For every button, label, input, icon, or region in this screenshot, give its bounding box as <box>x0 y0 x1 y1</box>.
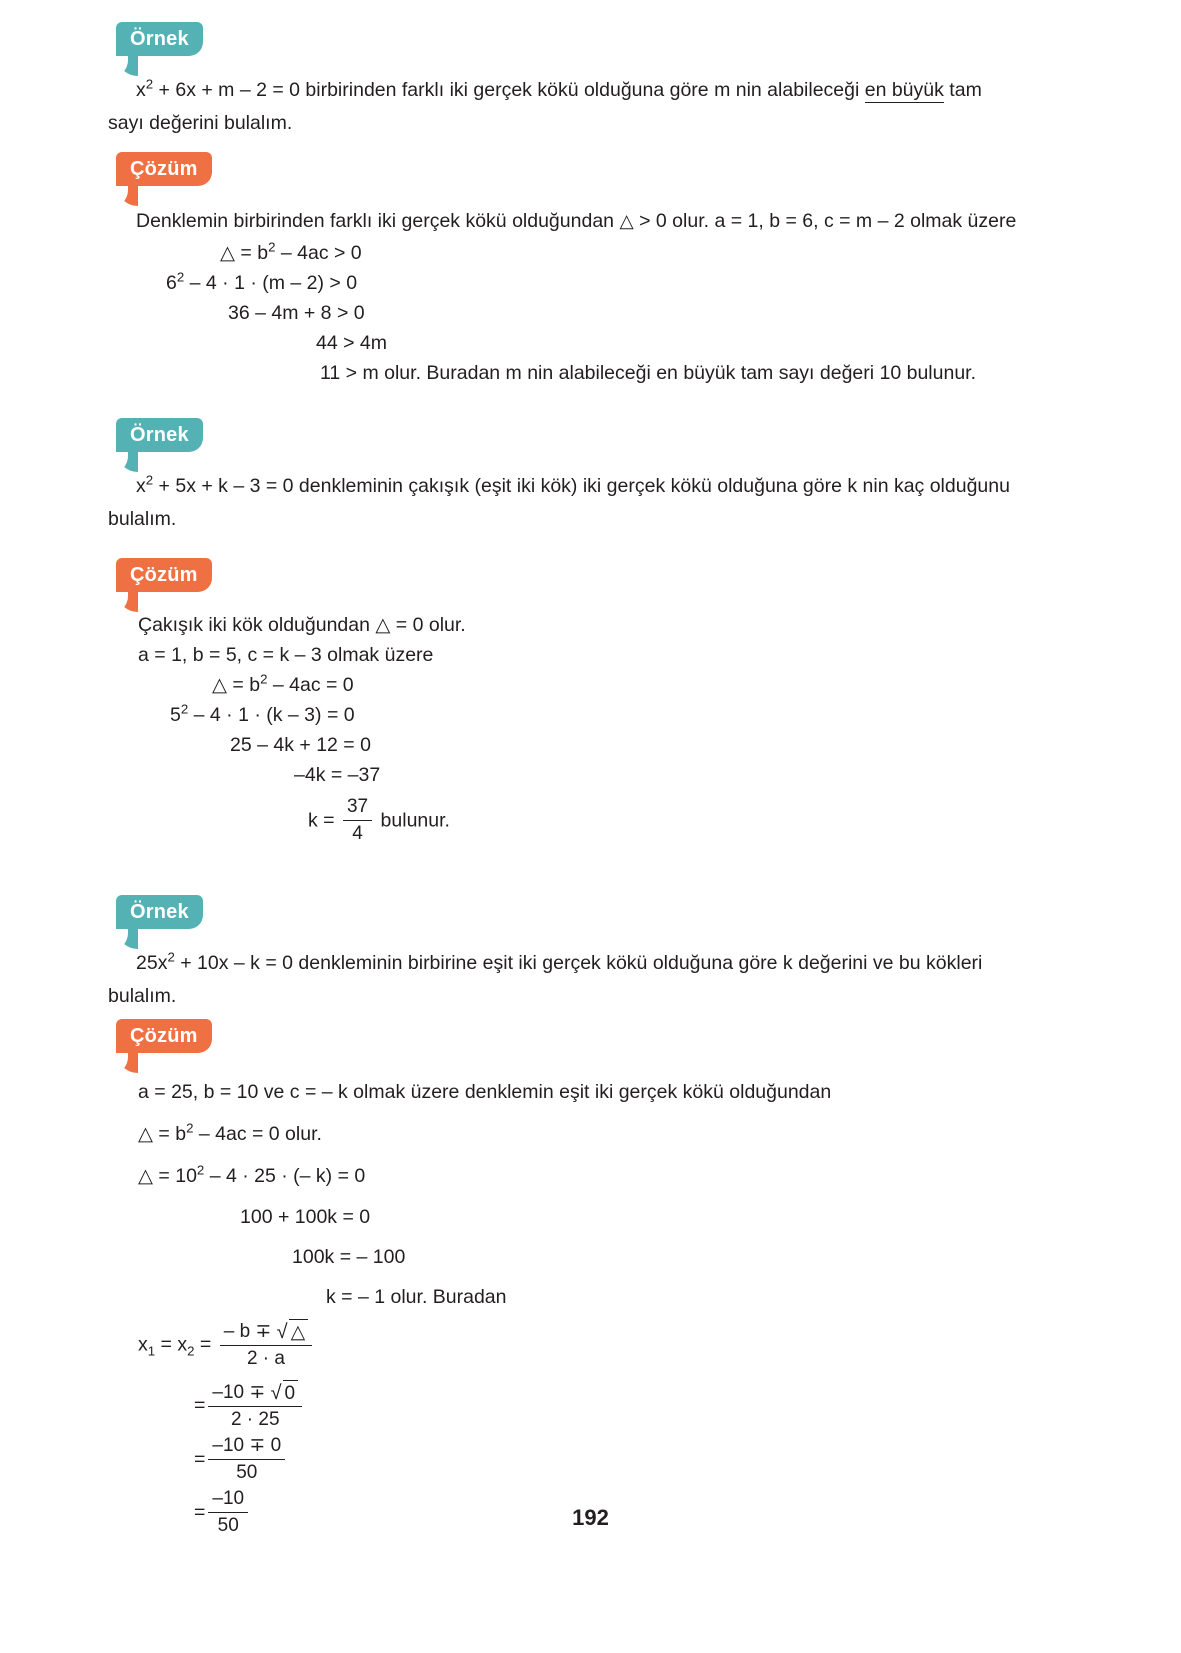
solution-2-badge-wrap <box>108 558 1018 610</box>
fraction-numerator <box>220 1318 312 1346</box>
eq-part: = x <box>155 1333 188 1356</box>
sqrt-icon: √ <box>276 1321 288 1343</box>
badge-tail <box>116 186 138 206</box>
x-symbol: x <box>138 1333 148 1356</box>
intro-part: > 0 olur. a = 1, b = 6, c = m – 2 olmak üzere <box>633 210 1017 232</box>
exponent: 2 <box>145 76 154 92</box>
equation-line <box>108 670 1018 700</box>
ornek-badge: Örnek <box>116 22 203 56</box>
eq-pre: 44 > 4m <box>316 332 388 354</box>
example-1-badge-wrap <box>108 22 1018 74</box>
eq-lhs: k = <box>308 809 340 832</box>
equation-line <box>108 1113 1018 1155</box>
fraction <box>343 795 372 846</box>
fraction-denominator: 2 · a <box>246 1348 285 1369</box>
example-3-badge-wrap <box>108 895 1018 947</box>
badge-tail <box>116 452 138 472</box>
page-content <box>108 0 1018 1539</box>
eq-pre: △ = b <box>138 1123 187 1145</box>
equation-line-fraction <box>108 796 1018 847</box>
eq-sup: 2 <box>260 671 268 687</box>
eq-sup: 2 <box>196 1162 205 1178</box>
eq-pre: 5 <box>170 704 181 726</box>
fraction-numerator <box>208 1379 302 1407</box>
stmt-part: x <box>136 79 146 101</box>
fraction-numerator: –10 ∓ 0 <box>208 1434 285 1460</box>
roots-line-2 <box>108 1380 1018 1433</box>
equals-sign: = <box>194 1501 206 1524</box>
eq-pre: 100 + 100k = 0 <box>240 1206 371 1228</box>
eq-pre: 25 – 4k + 12 = 0 <box>230 734 371 756</box>
exponent: 2 <box>145 472 154 488</box>
example-2-statement <box>108 470 1018 536</box>
fraction <box>208 1434 285 1485</box>
stmt-part: + 6x + m – 2 = 0 birbirinden farklı iki gerçek kökü olduğuna göre m nin alabileceği <box>153 79 865 101</box>
eq-sup: 2 <box>176 269 185 285</box>
ornek-badge: Örnek <box>116 418 203 452</box>
eq-tail: bulunur. <box>375 809 450 832</box>
solution-1-equations <box>108 238 1018 388</box>
badge-tail <box>116 592 138 612</box>
solution-3-badge-wrap <box>108 1019 1018 1071</box>
exponent: 2 <box>167 949 175 965</box>
stmt-part: x <box>136 475 146 497</box>
eq-pre: △ = b <box>220 242 269 264</box>
fraction-denominator: 50 <box>217 1515 239 1536</box>
fraction-numerator: –10 <box>208 1487 248 1513</box>
roots-line-1 <box>108 1319 1018 1372</box>
equation-line <box>108 700 1018 730</box>
eq-post: – 4 · 1 · (m – 2) > 0 <box>184 272 358 294</box>
equals-sign: = <box>194 1448 206 1471</box>
equation-line <box>108 1237 1018 1277</box>
fraction-denominator: 50 <box>236 1462 258 1483</box>
fraction-denominator: 2 · 25 <box>230 1409 280 1430</box>
solution-text-line: a = 25, b = 10 ve c = – k olmak üzere denklemin eşit iki gerçek kökü olduğundan <box>138 1081 832 1103</box>
solution-text-line: a = 1, b = 5, c = k – 3 olmak üzere <box>138 644 434 666</box>
radicand: 0 <box>283 1380 299 1406</box>
badge-tail <box>116 1053 138 1073</box>
equation-line <box>108 1277 1018 1317</box>
cozum-badge: Çözüm <box>116 1019 212 1053</box>
equation-line <box>108 1155 1018 1197</box>
num-text: –10 ∓ <box>212 1382 271 1403</box>
eq-post: – 4 · 25 · (– k) = 0 <box>204 1165 366 1187</box>
eq-pre: 11 > m olur. Buradan m nin alabileceği en büyük tam sayı değeri 10 bulunur. <box>320 362 977 384</box>
eq-sup: 2 <box>186 1120 194 1136</box>
eq-pre: –4k = –37 <box>294 764 381 786</box>
equation-line <box>108 730 1018 760</box>
eq-pre: k = – 1 olur. Buradan <box>326 1286 507 1308</box>
solution-1-intro <box>108 204 1018 238</box>
equals-sign: = <box>194 1394 206 1417</box>
eq-pre: 6 <box>166 272 177 294</box>
page-number: 192 <box>572 1505 609 1530</box>
fraction-numerator: 37 <box>343 795 372 821</box>
eq-pre: 100k = – 100 <box>292 1246 406 1268</box>
eq-sup: 2 <box>268 239 276 255</box>
stmt-part: tam sayı değerini bulalım. <box>108 79 982 134</box>
stmt-part: + 5x + k – 3 = 0 denkleminin çakışık (eşit iki kök) iki gerçek kökü olduğuna göre k nin kaç olduğunu bulalım. <box>108 475 1010 530</box>
eq-post: – 4 · 1 · (k – 3) = 0 <box>188 704 355 726</box>
equation-line <box>108 358 1018 388</box>
eq-pre: 36 – 4m + 8 > 0 <box>228 302 365 324</box>
stmt-part: 25x <box>136 952 168 974</box>
eq-sup: 2 <box>180 701 189 717</box>
underlined-phrase: en büyük <box>864 79 944 101</box>
eq-post: – 4ac = 0 olur. <box>193 1123 322 1145</box>
x-subscript: 1 <box>147 1343 156 1359</box>
fraction <box>220 1318 312 1371</box>
cozum-badge: Çözüm <box>116 152 212 186</box>
example-1-statement <box>108 74 1018 140</box>
solution-3-body <box>108 1071 1018 1539</box>
example-2-badge-wrap <box>108 418 1018 470</box>
radicand: △ <box>289 1319 309 1345</box>
equation-line <box>108 298 1018 328</box>
eq-part: = <box>194 1333 217 1356</box>
fraction-denominator: 4 <box>352 823 363 844</box>
ornek-badge: Örnek <box>116 895 203 929</box>
eq-post: – 4ac > 0 <box>275 242 362 264</box>
equation-line <box>108 760 1018 790</box>
equation-line <box>108 328 1018 358</box>
cozum-badge: Çözüm <box>116 558 212 592</box>
example-3-statement <box>108 947 1018 1013</box>
badge-tail <box>116 929 138 949</box>
badge-tail <box>116 56 138 76</box>
solution-text-line: Çakışık iki kök olduğundan △ = 0 olur. <box>138 614 466 636</box>
equation-line <box>108 238 1018 268</box>
stmt-part: + 10x – k = 0 denkleminin birbirine eşit iki gerçek kökü olduğuna göre k değerini ve bu kökleri bulalım. <box>108 952 983 1007</box>
delta-symbol: △ <box>619 210 634 231</box>
eq-pre: △ = 10 <box>138 1165 197 1187</box>
eq-pre: △ = b <box>212 674 261 696</box>
equation-line <box>108 268 1018 298</box>
eq-post: – 4ac = 0 <box>267 674 354 696</box>
fraction <box>208 1379 302 1432</box>
x-subscript: 2 <box>187 1343 195 1359</box>
sqrt-icon: √ <box>270 1382 282 1404</box>
equation-line <box>108 1197 1018 1237</box>
solution-1-badge-wrap <box>108 152 1018 204</box>
intro-part: Denklemin birbirinden farklı iki gerçek kökü olduğundan <box>136 210 620 232</box>
num-text: – b ∓ <box>223 1321 277 1342</box>
solution-2-body <box>108 610 1018 847</box>
roots-line-3 <box>108 1435 1018 1486</box>
